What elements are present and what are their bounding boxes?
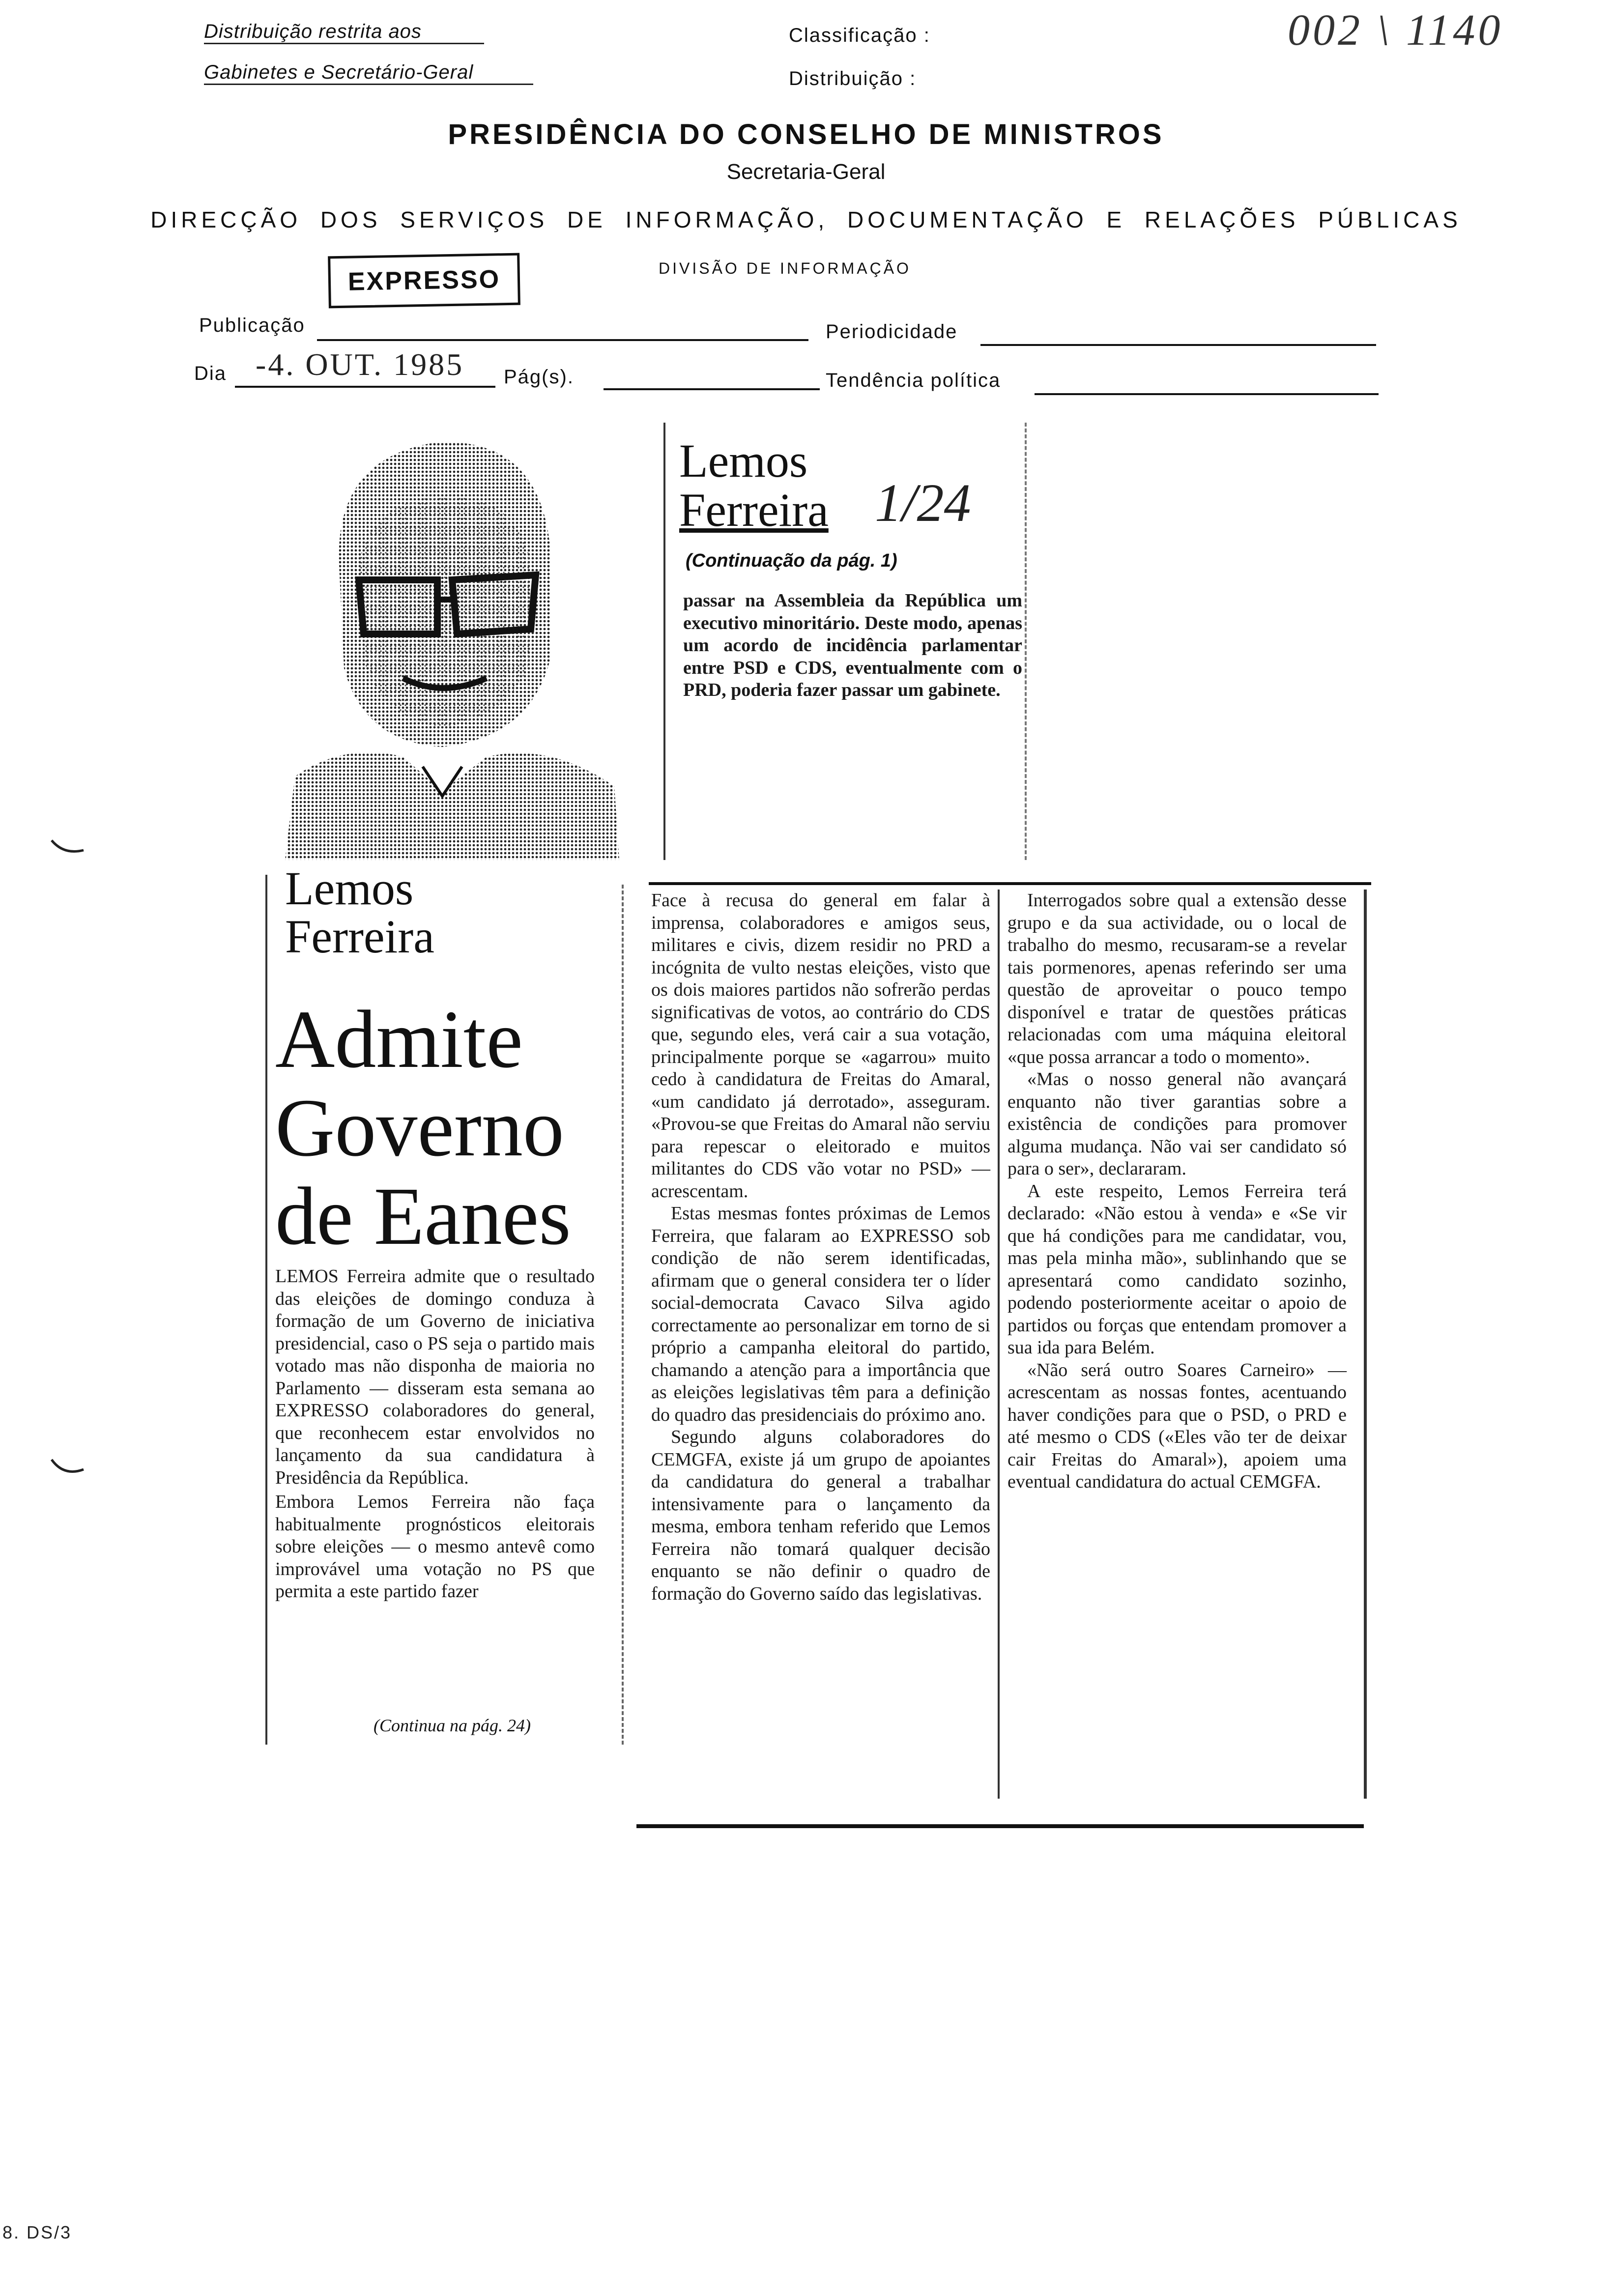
periodicidade-label: Periodicidade (826, 321, 958, 343)
cont-name-line2: Ferreira (679, 484, 829, 536)
cont-top-rule (649, 882, 1371, 885)
classificacao-label: Classificação : (789, 25, 930, 46)
headline-line1: Admite (275, 994, 523, 1085)
left-paragraph-2: Embora Lemos Ferreira não faça habitualmente prognósticos eleitorais sobre eleições — o mesmo antevê como improvável uma votação no PS que permita a este partido fazer (275, 1492, 595, 1602)
cont-bottom-rule (636, 1824, 1364, 1828)
distribution-note-line1: Distribuição restrita aos (204, 21, 484, 44)
left-article-rule (265, 875, 267, 1745)
continued-from-note: (Continuação da pág. 1) (686, 550, 897, 571)
ministry-title: PRESIDÊNCIA DO CONSELHO DE MINISTROS (448, 118, 1164, 150)
tendencia-label: Tendência política (826, 370, 1001, 391)
cont-column-2 (1008, 890, 1347, 1493)
handwritten-reference: 002 \ 1140 (1288, 6, 1503, 55)
publicacao-label: Publicação (199, 315, 305, 336)
cont-paragraph-4: Segundo alguns colaboradores do CEMGFA, existe já um grupo de apoiantes da candidatura do general a trabalhar intensivamente para o lançamento da mesma, embora tenham referido que Lemos Ferreira não tomará qualquer decisão enquanto se não definir o quadro de formação do Governo saído das legislativas. (651, 1427, 990, 1604)
handwritten-page-ref: 1/24 (875, 473, 971, 533)
pags-field-line (604, 388, 820, 390)
continuation-note: (Continua na pág. 24) (374, 1716, 531, 1735)
cont-top-right-rule (1025, 423, 1027, 860)
cont-paragraph-7: A este respeito, Lemos Ferreira terá declarado: «Não estou à venda» e «Se vir que há condições para me candidatar, vou, mas pela minha mão», sublinhando que se apresentará como candidato sozinho, podendo posteriormente aceitar o apoio de partidos ou forças que entendam promover a sua ida para Belém. (1008, 1180, 1347, 1358)
left-article-body (275, 1265, 595, 1603)
left-paragraph-1: LEMOS Ferreira admite que o resultado das eleições de domingo conduza à formação de um Governo de iniciativa presidencial, caso o PS seja o partido mais votado mas não disponha de maioria no Parlamento — disseram esta semana ao EXPRESSO colaboradores do general, que reconhecem estar envolvidos no lançamento da sua candidatura à Presidência da República. (275, 1266, 595, 1488)
margin-mark-bottom (49, 1455, 88, 1484)
cont-paragraph-6: «Mas o nosso general não avançará enquanto não tiver garantias sobre a existência de condições para promover alguma mudança. Não vai ser candidato só para o ser», declararam. (1008, 1069, 1347, 1179)
tendencia-field-line (1035, 393, 1379, 395)
dia-field-line (235, 386, 495, 388)
dia-value: -4. OUT. 1985 (256, 347, 464, 382)
cont-paragraph-8: «Não será outro Soares Carneiro» — acrescentam as nossas fontes, acentuando haver condições para que o PSD, o PRD e até mesmo o CDS («Eles vão ter de deixar cair Freitas do Amaral»), apoiem uma eventual candidatura do actual CEMGFA. (1008, 1359, 1347, 1492)
cont-paragraph-5: Interrogados sobre qual a extensão desse grupo e da sua actividade, ou o local de trabalho do mesmo, recusaram-se a revelar tais pormenores, apenas referindo ser uma questão de aproveitar o pouco tempo disponível e tratar de questões práticas relacionadas com uma máquina eleitoral «que possa arrancar a todo o momento». (1008, 890, 1347, 1067)
cont-column-0 (683, 590, 1022, 702)
pags-label: Pág(s). (504, 366, 574, 388)
expresso-stamp (328, 253, 520, 309)
cont-column-1 (651, 890, 990, 1605)
cont-top-left-rule (663, 423, 665, 860)
margin-mark-top (49, 835, 88, 865)
cont-name-line1: Lemos (679, 434, 808, 487)
distribution-note-line2: Gabinetes e Secretário-Geral (204, 61, 533, 85)
left-name-line1: Lemos (285, 862, 414, 915)
left-article-right-rule (622, 885, 624, 1745)
periodicidade-field-line (980, 344, 1376, 346)
cont-paragraph-1: passar na Assembleia da República um executivo minoritário. Deste modo, apenas um acordo de incidência parlamentar entre PSD e CDS, eventualmente com o PRD, poderia fazer passar um gabinete. (683, 590, 1022, 700)
publicacao-field-line (317, 339, 808, 341)
column-divider (998, 890, 1000, 1799)
portrait-photo (275, 403, 619, 860)
cont-paragraph-2: Face à recusa do general em falar à imprensa, colaboradores e amigos seus, militares e civis, dizem residir no PRD a incógnita de vulto nestas eleições, visto que os dois maiores partidos não sofrerão perdas significativas de votos, ao contrário do CDS que, segundo eles, verá cair a sua votação, principalmente porque se «agarrou» muito cedo à candidatura de Freitas do Amaral, «um candidato já derrotado», asseguram. «Provou-se que Freitas do Amaral não serviu para repescar o eleitorado e muitos militantes do CDS vão votar no PSD» — acrescentam. (651, 890, 990, 1202)
secretariat-title: Secretaria-Geral (726, 160, 886, 184)
dia-label: Dia (194, 363, 227, 384)
headline-line2: Governo (275, 1082, 564, 1174)
cont-right-rule (1364, 890, 1367, 1799)
left-name-line2: Ferreira (285, 910, 434, 963)
division-title: DIVISÃO DE INFORMAÇÃO (659, 259, 911, 277)
distribuicao-label: Distribuição : (789, 68, 917, 89)
stamp-label: EXPRESSO (347, 265, 501, 296)
headline-line3: de Eanes (275, 1171, 571, 1262)
cont-paragraph-3: Estas mesmas fontes próximas de Lemos Ferreira, que falaram ao EXPRESSO sob condição de não serem identificadas, afirmam que o general considera ter o líder social-democrata Cavaco Silva agido correctamente ao personalizar em torno de si próprio a campanha eleitoral do partido, chamando a atenção para a importância que as eleições legislativas têm para a definição do quadro das presidenciais do próximo ano. (651, 1203, 990, 1425)
footer-code: 8. DS/3 (2, 2222, 72, 2242)
portrait-illustration (275, 403, 619, 860)
directorate-title: DIRECÇÃO DOS SERVIÇOS DE INFORMAÇÃO, DOCUMENTAÇÃO E RELAÇÕES PÚBLICAS (150, 207, 1462, 232)
